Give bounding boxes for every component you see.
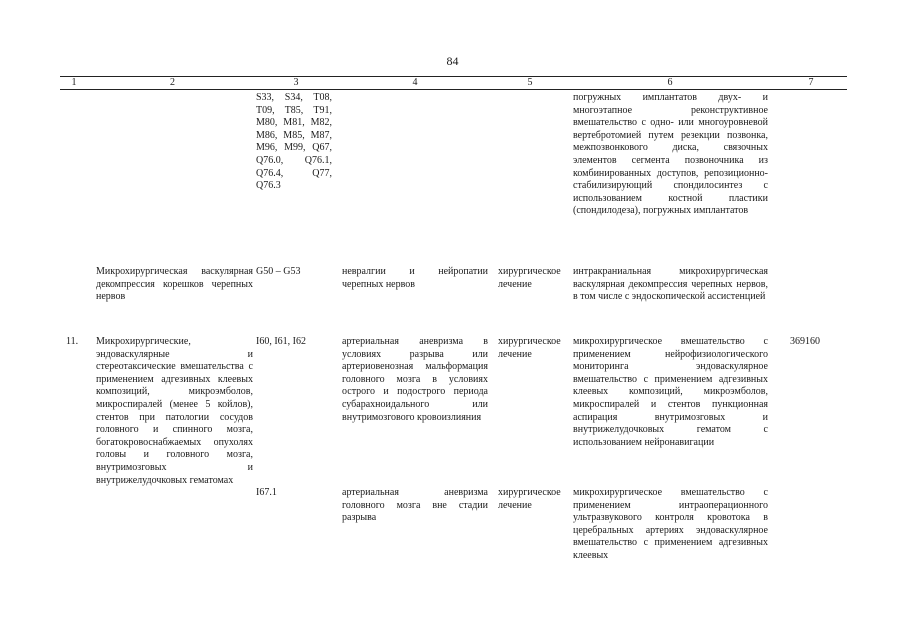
- row-method: интракраниальная микрохирургическая васкулярная декомпрессия черепных нервов, в том числе с эндоскопической ассистенцией: [573, 266, 768, 303]
- column-header-1: 1: [71, 77, 77, 88]
- row-codes: G50 – G53: [256, 266, 301, 277]
- row-model: артериальная аневризма головного мозга вне стадии разрыва: [342, 487, 488, 524]
- row-name: Микрохирургические, эндоваскулярные и стереотаксические вмешательства с применением адгезивных клеевых композиций, микроэмболов, микроспиралей (менее 5 койлов), стентов при патологии сосудов головного и спинного мозга, богатокровоснабжаемых опухолях головы и головного мозга, внутримозговых и внутрижелудочковых гематомах: [96, 336, 253, 486]
- column-header-7: 7: [808, 77, 814, 88]
- column-header-5: 5: [527, 77, 533, 88]
- row-method: микрохирургическое вмешательство с применением нейрофизиологического мониторинга эндоваскулярное вмешательство с применением адгезивных клеевых композиций, микроэмболов, микроспиралей и стентов пункционная аспирация внутримозговых и внутрижелудочковых гематом с использованием нейронавигации: [573, 336, 768, 448]
- row-method: погружных имплантатов двух- и многоэтапное реконструктивное вмешательство с одно- или многоуровневой вертебротомией путем резекции позвонка, межпозвонкового диска, связочных элементов сегмента позвоночника из комбинированных доступов, репозиционно-стабилизирующий спондилосинтез с использованием костной пластики (спондилодеза), погружных имплантатов: [573, 92, 768, 217]
- column-header-4: 4: [412, 77, 418, 88]
- row-treatment: хирургическое лечение: [498, 336, 561, 360]
- row-codes: I67.1: [256, 487, 277, 498]
- column-header-3: 3: [293, 77, 299, 88]
- row-model: невралгии и нейропатии черепных нервов: [342, 266, 488, 290]
- row-treatment: хирургическое лечение: [498, 487, 561, 511]
- row-number: 11.: [66, 336, 79, 347]
- row-name: Микрохирургическая васкулярная декомпрессия корешков черепных нервов: [96, 266, 253, 303]
- row-treatment: хирургическое лечение: [498, 266, 561, 290]
- column-header-2: 2: [170, 77, 175, 88]
- row-norm: 369160: [790, 336, 820, 347]
- row-codes: S33, S34, T08, T09, T85, T91, M80, M81, M82, M86, M85, M87, M96, M99, Q67, Q76.0, Q76.1, Q76.4, Q77, Q76.3: [256, 92, 332, 192]
- page-number: 84: [446, 54, 459, 68]
- row-method: микрохирургическое вмешательство с применением интраоперационного ультразвукового контроля кровотока в церебральных артериях эндоваскулярное вмешательство с применением адгезивных клеевых: [573, 487, 768, 561]
- table-header-rule: [60, 89, 847, 90]
- row-codes: I60, I61, I62: [256, 336, 306, 347]
- row-model: артериальная аневризма в условиях разрыва или артериовенозная мальформация головного мозга в условиях острого и подострого периода субарахноидального или внутримозгового кровоизлияния: [342, 336, 488, 423]
- column-header-6: 6: [667, 77, 673, 88]
